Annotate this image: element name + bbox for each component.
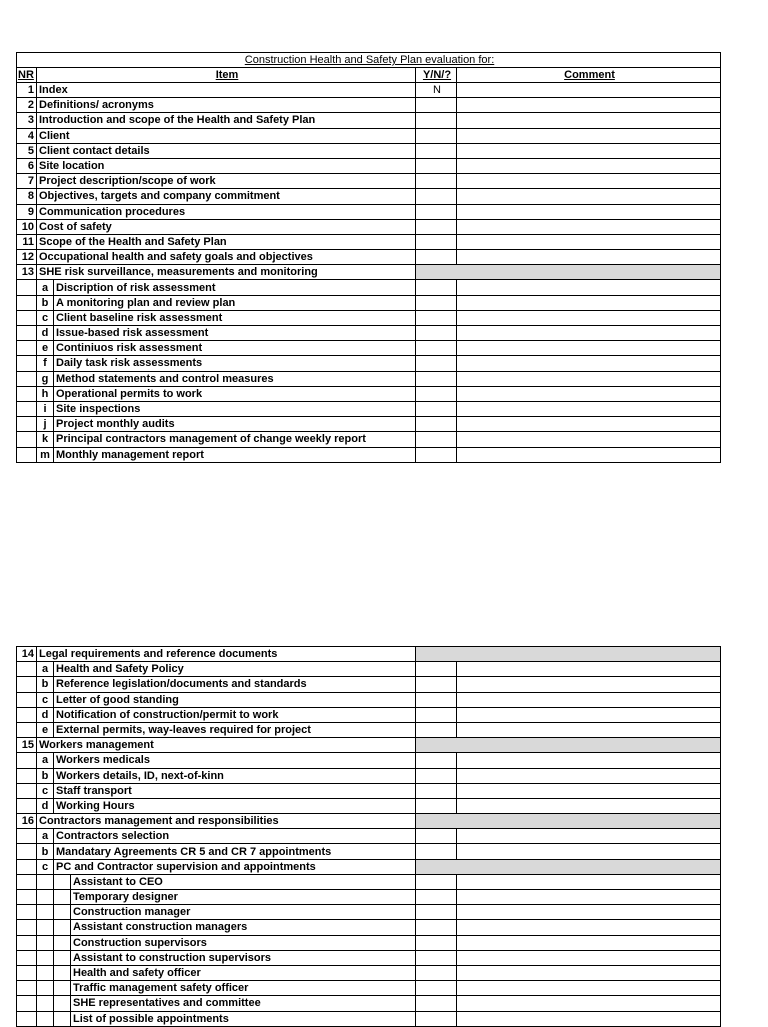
table-row: [17, 677, 721, 692]
row-number: 10: [17, 219, 37, 234]
item-text: Method statements and control measures: [54, 371, 416, 386]
yn-cell[interactable]: [416, 295, 457, 310]
yn-cell[interactable]: [416, 401, 457, 416]
comment-cell[interactable]: [457, 707, 721, 722]
yn-cell[interactable]: [416, 950, 457, 965]
yn-cell[interactable]: N: [416, 83, 457, 98]
comment-cell[interactable]: [457, 219, 721, 234]
sub-letter: [37, 874, 54, 889]
item-text: Client: [37, 128, 416, 143]
sub-letter: a: [37, 753, 54, 768]
comment-cell[interactable]: [457, 189, 721, 204]
yn-cell[interactable]: [416, 417, 457, 432]
item-text: Notification of construction/permit to work: [54, 707, 416, 722]
row-number: 2: [17, 98, 37, 113]
row-number: [17, 829, 37, 844]
comment-cell[interactable]: [457, 996, 721, 1011]
row-number: [17, 981, 37, 996]
table-row: [17, 996, 721, 1011]
table-row: [17, 386, 721, 401]
table-row: [17, 662, 721, 677]
item-text: External permits, way-leaves required for project: [54, 722, 416, 737]
header-row: [17, 68, 721, 83]
yn-cell[interactable]: [416, 234, 457, 249]
comment-cell[interactable]: [457, 432, 721, 447]
item-text: Communication procedures: [37, 204, 416, 219]
table-row: [17, 310, 721, 325]
item-text: Construction manager: [71, 905, 416, 920]
comment-cell[interactable]: [457, 844, 721, 859]
table-row: [17, 950, 721, 965]
table-row: [17, 874, 721, 889]
yn-cell[interactable]: [416, 677, 457, 692]
comment-cell[interactable]: [457, 356, 721, 371]
yn-cell[interactable]: [416, 981, 457, 996]
item-text: Cost of safety: [37, 219, 416, 234]
item-text: Introduction and scope of the Health and Safety Plan: [37, 113, 416, 128]
table-row: [17, 692, 721, 707]
comment-cell[interactable]: [457, 677, 721, 692]
table-row: [17, 250, 721, 265]
comment-cell[interactable]: [457, 753, 721, 768]
comment-cell[interactable]: [457, 83, 721, 98]
sub-letter: c: [37, 783, 54, 798]
sub-letter: [37, 981, 54, 996]
shaded-response-cell: [416, 859, 721, 874]
comment-cell[interactable]: [457, 326, 721, 341]
sub-letter: h: [37, 386, 54, 401]
row-number: [17, 371, 37, 386]
item-text: Continiuos risk assessment: [54, 341, 416, 356]
sub-letter: b: [37, 295, 54, 310]
row-number: 12: [17, 250, 37, 265]
yn-cell[interactable]: [416, 250, 457, 265]
item-text: Project monthly audits: [54, 417, 416, 432]
spacer-cell: [54, 965, 71, 980]
comment-cell[interactable]: [457, 250, 721, 265]
comment-cell[interactable]: [457, 371, 721, 386]
table-row: [17, 965, 721, 980]
item-text: Contractors selection: [54, 829, 416, 844]
item-text: Working Hours: [54, 798, 416, 813]
comment-cell[interactable]: [457, 874, 721, 889]
yn-cell[interactable]: [416, 905, 457, 920]
item-text: Site inspections: [54, 401, 416, 416]
table-row: [17, 280, 721, 295]
comment-cell[interactable]: [457, 310, 721, 325]
table-row: [17, 417, 721, 432]
item-text: Occupational health and safety goals and objectives: [37, 250, 416, 265]
table-row: [17, 890, 721, 905]
comment-cell[interactable]: [457, 401, 721, 416]
item-text: A monitoring plan and review plan: [54, 295, 416, 310]
item-text: Mandatary Agreements CR 5 and CR 7 appointments: [54, 844, 416, 859]
table-row: [17, 798, 721, 813]
row-number: [17, 783, 37, 798]
row-number: [17, 280, 37, 295]
table-row: [17, 234, 721, 249]
yn-cell[interactable]: [416, 662, 457, 677]
comment-cell[interactable]: [457, 174, 721, 189]
comment-cell[interactable]: [457, 981, 721, 996]
spacer-cell: [54, 996, 71, 1011]
yn-cell[interactable]: [416, 219, 457, 234]
sub-letter: e: [37, 722, 54, 737]
table-row: [17, 432, 721, 447]
item-text: Discription of risk assessment: [54, 280, 416, 295]
item-text: Index: [37, 83, 416, 98]
sub-letter: [37, 935, 54, 950]
yn-cell[interactable]: [416, 844, 457, 859]
row-number: [17, 692, 37, 707]
table-row: [17, 83, 721, 98]
yn-cell[interactable]: [416, 356, 457, 371]
yn-cell[interactable]: [416, 935, 457, 950]
row-number: [17, 859, 37, 874]
table-row: [17, 814, 721, 829]
row-number: [17, 935, 37, 950]
item-text: Monthly management report: [54, 447, 416, 462]
sub-letter: b: [37, 677, 54, 692]
yn-cell[interactable]: [416, 280, 457, 295]
comment-cell[interactable]: [457, 98, 721, 113]
comment-cell[interactable]: [457, 965, 721, 980]
evaluation-table-2: [16, 646, 721, 1027]
spacer-cell: [54, 950, 71, 965]
row-number: [17, 310, 37, 325]
table-row: [17, 447, 721, 462]
row-number: 1: [17, 83, 37, 98]
shaded-response-cell: [416, 814, 721, 829]
yn-cell[interactable]: [416, 143, 457, 158]
evaluation-table-1: [16, 52, 721, 463]
item-text: Operational permits to work: [54, 386, 416, 401]
table-row: [17, 753, 721, 768]
row-number: 13: [17, 265, 37, 280]
row-number: [17, 707, 37, 722]
table-row: [17, 341, 721, 356]
table-row: [17, 981, 721, 996]
spacer-cell: [54, 981, 71, 996]
table-row: [17, 219, 721, 234]
spacer-cell: [54, 890, 71, 905]
row-number: [17, 798, 37, 813]
item-text: Contractors management and responsibilities: [37, 814, 416, 829]
row-number: [17, 905, 37, 920]
row-number: 9: [17, 204, 37, 219]
row-number: [17, 890, 37, 905]
table-row: [17, 722, 721, 737]
item-text: Issue-based risk assessment: [54, 326, 416, 341]
sub-letter: c: [37, 859, 54, 874]
table-row: [17, 647, 721, 662]
table-row: [17, 128, 721, 143]
comment-cell[interactable]: [457, 447, 721, 462]
item-text: Project description/scope of work: [37, 174, 416, 189]
table-row: [17, 401, 721, 416]
sub-letter: c: [37, 310, 54, 325]
comment-cell[interactable]: [457, 950, 721, 965]
item-text: Client baseline risk assessment: [54, 310, 416, 325]
row-number: [17, 432, 37, 447]
yn-cell[interactable]: [416, 890, 457, 905]
table-row: [17, 935, 721, 950]
comment-cell[interactable]: [457, 890, 721, 905]
comment-cell[interactable]: [457, 417, 721, 432]
item-text: Assistant construction managers: [71, 920, 416, 935]
item-text: List of possible appointments: [71, 1011, 416, 1026]
row-number: [17, 753, 37, 768]
yn-cell[interactable]: [416, 753, 457, 768]
comment-cell[interactable]: [457, 113, 721, 128]
comment-cell[interactable]: [457, 128, 721, 143]
table-row: [17, 295, 721, 310]
shaded-response-cell: [416, 265, 721, 280]
row-number: [17, 768, 37, 783]
spacer-cell: [54, 935, 71, 950]
yn-cell[interactable]: [416, 768, 457, 783]
row-number: 14: [17, 647, 37, 662]
item-text: Site location: [37, 158, 416, 173]
row-number: [17, 844, 37, 859]
comment-cell[interactable]: [457, 935, 721, 950]
sub-letter: i: [37, 401, 54, 416]
table-row: [17, 783, 721, 798]
sub-letter: b: [37, 768, 54, 783]
yn-cell[interactable]: [416, 326, 457, 341]
comment-cell[interactable]: [457, 829, 721, 844]
row-number: 3: [17, 113, 37, 128]
table-row: [17, 707, 721, 722]
header-yn: Y/N/?: [416, 68, 457, 83]
item-text: Workers details, ID, next-of-kinn: [54, 768, 416, 783]
row-number: [17, 447, 37, 462]
table-row: [17, 143, 721, 158]
item-text: Workers management: [37, 738, 416, 753]
spacer-cell: [54, 874, 71, 889]
row-number: 5: [17, 143, 37, 158]
sub-letter: a: [37, 829, 54, 844]
shaded-response-cell: [416, 647, 721, 662]
sub-letter: m: [37, 447, 54, 462]
row-number: [17, 326, 37, 341]
item-text: Assistant to CEO: [71, 874, 416, 889]
table-2-body: [17, 647, 721, 1027]
table-row: [17, 326, 721, 341]
table-row: [17, 265, 721, 280]
sub-letter: f: [37, 356, 54, 371]
shaded-response-cell: [416, 738, 721, 753]
row-number: [17, 874, 37, 889]
sub-letter: d: [37, 326, 54, 341]
sub-letter: [37, 950, 54, 965]
yn-cell[interactable]: [416, 113, 457, 128]
title-row: [17, 53, 721, 68]
table-row: [17, 356, 721, 371]
comment-cell[interactable]: [457, 234, 721, 249]
row-number: [17, 295, 37, 310]
table-row: [17, 905, 721, 920]
table-row: [17, 844, 721, 859]
item-text: PC and Contractor supervision and appointments: [54, 859, 416, 874]
row-number: 4: [17, 128, 37, 143]
sub-letter: b: [37, 844, 54, 859]
table-1-body: [17, 83, 721, 463]
item-text: Temporary designer: [71, 890, 416, 905]
item-text: Principal contractors management of change weekly report: [54, 432, 416, 447]
comment-cell[interactable]: [457, 783, 721, 798]
table-row: [17, 829, 721, 844]
comment-cell[interactable]: [457, 341, 721, 356]
row-number: [17, 996, 37, 1011]
yn-cell[interactable]: [416, 965, 457, 980]
row-number: 16: [17, 814, 37, 829]
spacer-cell: [54, 905, 71, 920]
header-item: Item: [37, 68, 416, 83]
yn-cell[interactable]: [416, 722, 457, 737]
item-text: Health and safety officer: [71, 965, 416, 980]
yn-cell[interactable]: [416, 874, 457, 889]
item-text: SHE representatives and committee: [71, 996, 416, 1011]
row-number: 15: [17, 738, 37, 753]
row-number: [17, 677, 37, 692]
comment-cell[interactable]: [457, 158, 721, 173]
item-text: Definitions/ acronyms: [37, 98, 416, 113]
sub-letter: a: [37, 662, 54, 677]
yn-cell[interactable]: [416, 189, 457, 204]
sub-letter: k: [37, 432, 54, 447]
yn-cell[interactable]: [416, 98, 457, 113]
comment-cell[interactable]: [457, 204, 721, 219]
table-row: [17, 174, 721, 189]
table-row: [17, 859, 721, 874]
comment-cell[interactable]: [457, 798, 721, 813]
comment-cell[interactable]: [457, 280, 721, 295]
row-number: [17, 401, 37, 416]
item-text: Reference legislation/documents and standards: [54, 677, 416, 692]
yn-cell[interactable]: [416, 341, 457, 356]
comment-cell[interactable]: [457, 295, 721, 310]
comment-cell[interactable]: [457, 692, 721, 707]
item-text: Scope of the Health and Safety Plan: [37, 234, 416, 249]
sub-letter: [37, 890, 54, 905]
item-text: Health and Safety Policy: [54, 662, 416, 677]
sub-letter: [37, 920, 54, 935]
row-number: 11: [17, 234, 37, 249]
row-number: [17, 386, 37, 401]
yn-cell[interactable]: [416, 692, 457, 707]
table-row: [17, 204, 721, 219]
header-comment: Comment: [457, 68, 721, 83]
sub-letter: d: [37, 798, 54, 813]
yn-cell[interactable]: [416, 432, 457, 447]
table-row: [17, 189, 721, 204]
yn-cell[interactable]: [416, 371, 457, 386]
comment-cell[interactable]: [457, 768, 721, 783]
item-text: Client contact details: [37, 143, 416, 158]
yn-cell[interactable]: [416, 204, 457, 219]
comment-cell[interactable]: [457, 722, 721, 737]
sub-letter: [37, 996, 54, 1011]
sub-letter: a: [37, 280, 54, 295]
item-text: Letter of good standing: [54, 692, 416, 707]
yn-cell[interactable]: [416, 158, 457, 173]
yn-cell[interactable]: [416, 798, 457, 813]
yn-cell[interactable]: [416, 996, 457, 1011]
item-text: Legal requirements and reference documents: [37, 647, 416, 662]
row-number: [17, 950, 37, 965]
table-row: [17, 98, 721, 113]
comment-cell[interactable]: [457, 662, 721, 677]
item-text: Daily task risk assessments: [54, 356, 416, 371]
row-number: 8: [17, 189, 37, 204]
row-number: 6: [17, 158, 37, 173]
yn-cell[interactable]: [416, 707, 457, 722]
comment-cell[interactable]: [457, 386, 721, 401]
item-text: Workers medicals: [54, 753, 416, 768]
row-number: [17, 417, 37, 432]
comment-cell[interactable]: [457, 905, 721, 920]
yn-cell[interactable]: [416, 920, 457, 935]
spacer-cell: [54, 920, 71, 935]
sub-letter: g: [37, 371, 54, 386]
row-number: [17, 341, 37, 356]
table-row: [17, 113, 721, 128]
header-nr: NR: [17, 68, 37, 83]
sub-letter: [37, 905, 54, 920]
item-text: Objectives, targets and company commitment: [37, 189, 416, 204]
sub-letter: c: [37, 692, 54, 707]
row-number: [17, 965, 37, 980]
table-row: [17, 768, 721, 783]
yn-cell[interactable]: [416, 128, 457, 143]
sub-letter: j: [37, 417, 54, 432]
plan-title: Construction Health and Safety Plan evaluation for:: [17, 53, 721, 68]
row-number: [17, 662, 37, 677]
item-text: Staff transport: [54, 783, 416, 798]
yn-cell[interactable]: [416, 829, 457, 844]
table-row: [17, 158, 721, 173]
item-text: Construction supervisors: [71, 935, 416, 950]
table-row: [17, 371, 721, 386]
sub-letter: [37, 965, 54, 980]
item-text: SHE risk surveillance, measurements and monitoring: [37, 265, 416, 280]
sub-letter: d: [37, 707, 54, 722]
row-number: [17, 722, 37, 737]
yn-cell[interactable]: [416, 174, 457, 189]
yn-cell[interactable]: [416, 310, 457, 325]
row-number: 7: [17, 174, 37, 189]
yn-cell[interactable]: [416, 386, 457, 401]
sub-letter: e: [37, 341, 54, 356]
comment-cell[interactable]: [457, 920, 721, 935]
row-number: [17, 920, 37, 935]
yn-cell[interactable]: [416, 447, 457, 462]
row-number: [17, 356, 37, 371]
yn-cell[interactable]: [416, 783, 457, 798]
item-text: Traffic management safety officer: [71, 981, 416, 996]
comment-cell[interactable]: [457, 143, 721, 158]
table-row: [17, 920, 721, 935]
table-row: [17, 738, 721, 753]
item-text: Assistant to construction supervisors: [71, 950, 416, 965]
